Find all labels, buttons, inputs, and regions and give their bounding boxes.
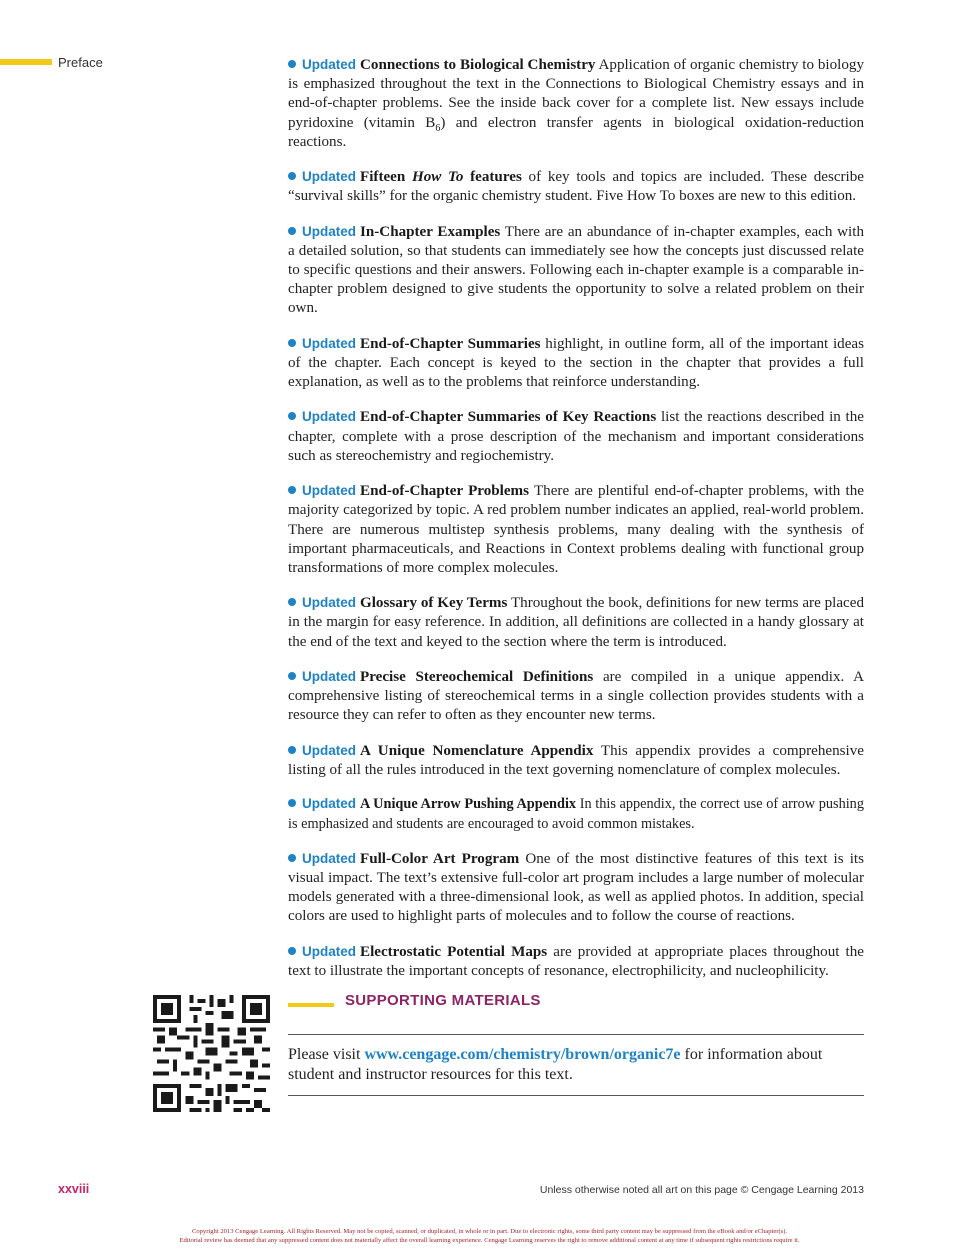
qr-code-icon[interactable] [153, 995, 270, 1112]
feature-title: Electrostatic Potential Maps [360, 943, 548, 960]
updated-tag: Updated [302, 850, 356, 866]
feature-list [288, 55, 864, 987]
feature-title: A Unique Arrow Pushing Appendix [360, 796, 577, 813]
copyright-line: Editorial review has deemed that any suppressed content does not materially affect the overall learning experience. Cengage Learning reserves the right to remove additional content at any time if subsequent rights restrictions require it. [179, 1236, 800, 1244]
feature-item [288, 794, 864, 833]
updated-tag: Updated [302, 595, 356, 611]
supporting-text [288, 1045, 864, 1085]
updated-tag: Updated [302, 796, 356, 812]
feature-text: There are an abundance of in-chapter examples, each with a detailed solution, so that students can immediately see how the concepts just discussed relate to specific questions and their answers. Following each in-chapter example is a comparable in-chapter problem designed to give students the opportunity to solve a related problem on their own. [288, 223, 864, 317]
art-credit: Unless otherwise noted all art on this page © Cengage Learning 2013 [539, 1184, 864, 1196]
feature-title-pre: Fifteen [360, 169, 412, 186]
feature-item [288, 167, 864, 206]
visit-post: for information about student and instructor resources for this text. [288, 1046, 823, 1083]
copyright-notice [0, 1228, 979, 1245]
feature-title: End-of-Chapter Summaries [360, 335, 541, 352]
bullet-icon [288, 172, 296, 180]
feature-title: Glossary of Key Terms [360, 595, 508, 612]
subscript: 6 [435, 122, 441, 134]
bullet-icon [288, 854, 296, 862]
feature-title-italic: How To [411, 169, 464, 186]
feature-item [288, 593, 864, 652]
supporting-materials-heading: SUPPORTING MATERIALS [345, 992, 541, 1009]
updated-tag: Updated [302, 223, 356, 239]
updated-tag: Updated [302, 409, 356, 425]
feature-title: End-of-Chapter Summaries of Key Reactions [360, 409, 657, 426]
feature-text: of key tools and topics are included. These describe “survival skills” for the organic chemistry student. Five How To boxes are new to this edition. [288, 169, 864, 205]
feature-text: are compiled in a unique appendix. A comprehensive listing of stereochemical terms in a single collection provides students with a resource they can refer to often as they encounter new terms. [288, 668, 864, 724]
visit-pre: Please visit [288, 1046, 365, 1063]
feature-item [288, 849, 864, 927]
feature-item [288, 407, 864, 466]
updated-tag: Updated [302, 742, 356, 758]
updated-tag: Updated [302, 483, 356, 499]
bullet-icon [288, 598, 296, 606]
bullet-icon [288, 799, 296, 807]
feature-text-continued: ) and electron transfer agents in biological oxidation-reduction reactions. [288, 114, 864, 150]
section-color-bar [0, 59, 52, 65]
bullet-icon [288, 947, 296, 955]
feature-title: A Unique Nomenclature Appendix [360, 742, 594, 759]
bullet-icon [288, 412, 296, 420]
bullet-icon [288, 60, 296, 68]
page-number: xxviii [58, 1182, 90, 1196]
feature-text: There are plentiful end-of-chapter problems, with the majority categorized by topic. A red problem number indicates an applied, real-world problem. There are numerous multistep synthesis problems, many dealing with the synthesis of important pharmaceuticals, and Reactions in Context problems dealing with functional group transformations of more complex molecules. [288, 483, 865, 576]
feature-item [288, 222, 864, 319]
resource-link[interactable]: www.cengage.com/chemistry/brown/organic7e [364, 1046, 681, 1063]
running-head: Preface [58, 55, 103, 70]
bullet-icon [288, 672, 296, 680]
feature-text: In this appendix, the correct use of arrow pushing is emphasized and students are encouraged to avoid common mistakes. [288, 796, 864, 832]
supporting-color-bar [288, 1003, 334, 1007]
feature-item [288, 942, 864, 981]
feature-item [288, 55, 864, 152]
bullet-icon [288, 486, 296, 494]
feature-text: list the reactions described in the chapter, complete with a prose description of the mechanism and important considerations such as stereochemistry and regiochemistry. [288, 409, 864, 464]
feature-text: This appendix provides a comprehensive listing of all the rules introduced in the text governing nomenclature of complex molecules. [288, 742, 864, 778]
updated-tag: Updated [302, 169, 356, 185]
feature-title: Full-Color Art Program [360, 850, 520, 867]
bottom-rule [288, 1095, 864, 1096]
feature-title: End-of-Chapter Problems [360, 483, 530, 500]
feature-title: Precise Stereochemical Definitions [360, 668, 594, 685]
updated-tag: Updated [302, 943, 356, 959]
feature-title [360, 169, 522, 185]
feature-text: One of the most distinctive features of this text is its visual impact. The text’s extensive full-color art program includes a large number of molecular models generated with a three-dimensional look, as well as applied photos. In addition, special colors are used to highlight parts of molecules and to follow the course of reactions. [288, 850, 864, 925]
top-rule [288, 1034, 864, 1035]
feature-title: Connections to Biological Chemistry [360, 57, 596, 73]
feature-item [288, 481, 864, 578]
feature-title: In-Chapter Examples [360, 223, 501, 240]
bullet-icon [288, 227, 296, 235]
updated-tag: Updated [302, 668, 356, 684]
bullet-icon [288, 339, 296, 347]
feature-text: Application of organic chemistry to biology is emphasized throughout the text in the Connections to Biological Chemistry essays and in end-of-chapter problems. See the inside back cover for a complete list. New essays include pyridoxine (vitamin B [288, 57, 864, 131]
feature-item [288, 741, 864, 780]
updated-tag: Updated [302, 335, 356, 351]
bullet-icon [288, 746, 296, 754]
feature-text: are provided at appropriate places throughout the text to illustrate the important concepts of resonance, electrophilicity, and nucleophilicity. [288, 943, 864, 979]
feature-text: Throughout the book, definitions for new terms are placed in the margin for easy reference. In addition, all definitions are collected in a handy glossary at the end of the text and keyed to the section where the term is introduced. [288, 595, 865, 650]
copyright-line: Copyright 2013 Cengage Learning. All Rights Reserved. May not be copied, scanned, or duplicated, in whole or in part. Due to electronic rights, some third party content may be suppressed from the eBook and/or eChapter(s). [191, 1228, 788, 1235]
feature-title-post: features [463, 169, 522, 186]
feature-item [288, 334, 864, 393]
feature-text: highlight, in outline form, all of the important ideas of the chapter. Each concept is keyed to the section in the chapter that provides a full explanation, as well as to the problems that reinforce understanding. [288, 335, 864, 391]
feature-item [288, 667, 864, 726]
updated-tag: Updated [302, 57, 356, 72]
